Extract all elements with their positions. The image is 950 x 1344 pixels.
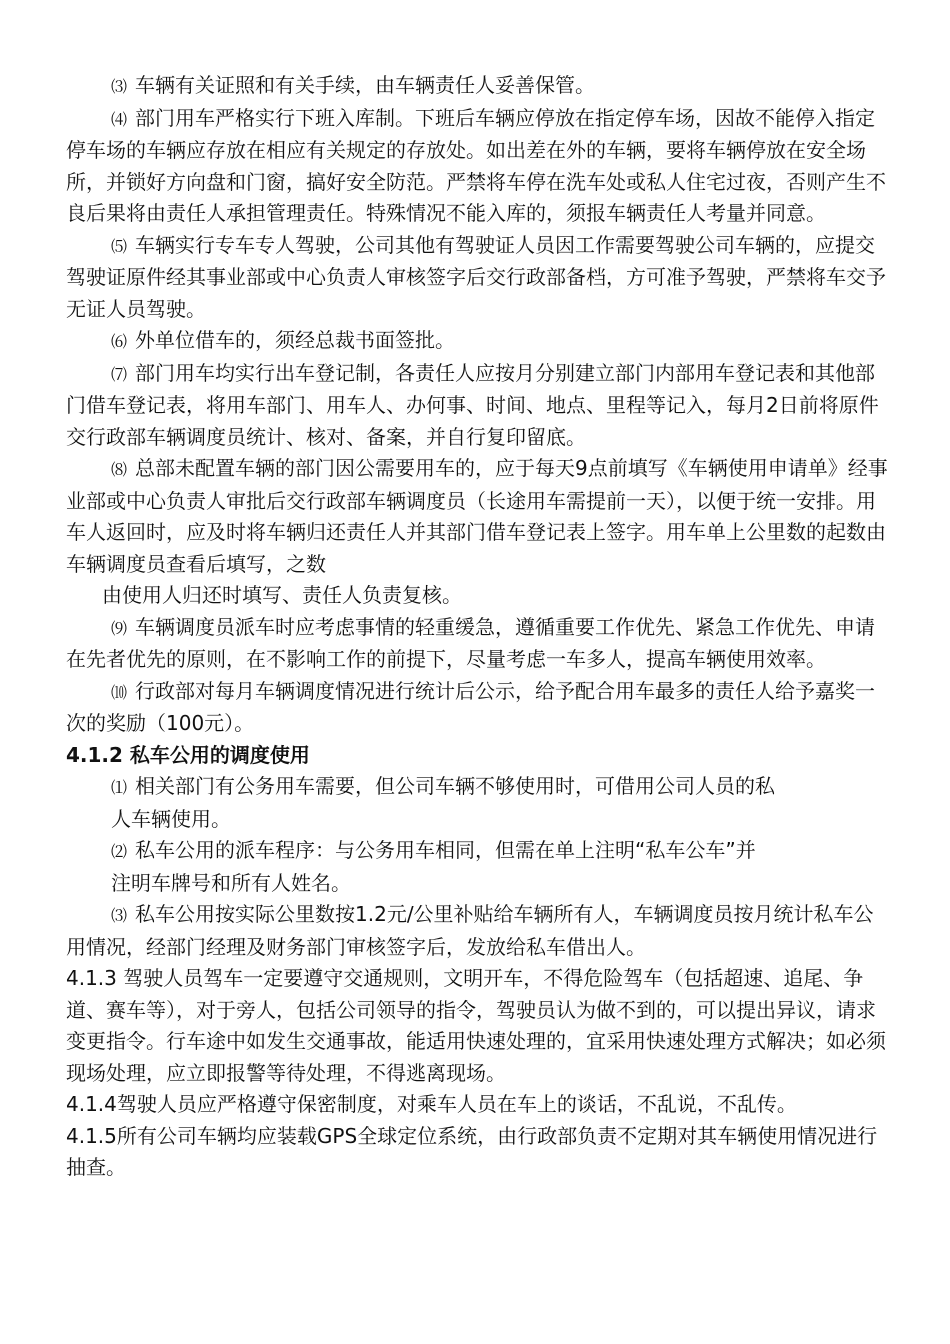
- item-number: ⑻: [111, 460, 128, 479]
- section-item-1: [66, 771, 890, 804]
- paragraph-text: 行政部对每月车辆调度情况进行统计后公示，给予配合用车最多的责任人给予嘉奖一次的奖励（100元）。: [66, 678, 876, 735]
- paragraph-item-10: [66, 676, 890, 740]
- section-4-1-4: 4.1.4驾驶人员应严格遵守保密制度，对乘车人员在车上的谈话，不乱说，不乱传。: [66, 1092, 797, 1116]
- paragraph-text: 车辆调度员派车时应考虑事情的轻重缓急，遵循重要工作优先、紧急工作优先、申请在先者优先的原则，在不影响工作的前提下，尽量考虑一车多人，提高车辆使用效率。: [66, 614, 876, 671]
- section-item-2: [66, 835, 890, 868]
- item-number: ⑷: [111, 109, 128, 129]
- item-number: ⑶: [111, 77, 128, 96]
- paragraph-text: 部门用车严格实行下班入库制。下班后车辆应停放在指定停车场，因故不能停入指定停车场的车辆应存放在相应有关规定的存放处。如出差在外的车辆，要将车辆停放在安全场所，并锁好方向盘和门窗，搞好安全防范。严禁将车停在洗车处或私人住宅过夜，否则产生不良后果将由责任人承担管理责任。特殊情况不能入库的，须报车辆责任人考量并同意。: [66, 105, 886, 225]
- item-number: ⑺: [111, 364, 128, 384]
- paragraph-text: 总部未配置车辆的部门因公需要用车的，应于每天9点前填写《车辆使用申请单》经事业部或中心负责人审批后交行政部车辆调度员（长途用车需提前一天），以便于统一安排。用车人返回时，应及时将车辆归还责任人并其部门借车登记表上签字。用车单上公里数的起数由车辆调度员查看后填写，之数: [66, 456, 888, 576]
- paragraph-item-7: [66, 358, 890, 454]
- paragraph-continuation: [66, 580, 890, 612]
- section-item-2-continuation: 注明车牌号和所有人姓名。: [111, 870, 351, 895]
- paragraph-item-9: [66, 612, 890, 676]
- paragraph-text: 车辆实行专车专人驾驶，公司其他有驾驶证人员因工作需要驾驶公司车辆的，应提交驾驶证原件经其事业部或中心负责人审核签字后交行政部备档，方可准予驾驶，严禁将车交予无证人员驾驶。: [66, 232, 886, 321]
- paragraph-text: 由使用人归还时填写、责任人负责复核。: [102, 583, 462, 607]
- paragraph-text: 部门用车均实行出车登记制，各责任人应按月分别建立部门内部用车登记表和其他部门借车登记表，将用车部门、用车人、办何事、时间、地点、里程等记入，每月2日前将原件交行政部车辆调度员统计、核对、备案，并自行复印留底。: [66, 360, 879, 449]
- paragraph-item-6: [66, 325, 890, 358]
- item-text: 私车公用的派车程序：与公务用车相同，但需在单上注明“私车公车”并: [135, 838, 756, 862]
- item-number: ⑴: [111, 778, 128, 797]
- item-number: ⑽: [111, 682, 128, 702]
- item-number: ⑹: [111, 332, 128, 351]
- paragraph-item-8: [66, 453, 890, 580]
- section-4-1-5: 4.1.5所有公司车辆均应装载GPS全球定位系统，由行政部负责不定期对其车辆使用情况进行抽查。: [66, 1123, 878, 1179]
- section-4-1-3: 4.1.3 驾驶人员驾车一定要遵守交通规则，文明开车，不得危险驾车（包括超速、追尾、争道、赛车等），对于旁人，包括公司领导的指令，驾驶员认为做不到的，可以提出异议，请求变更指令。行车途中如发生交通事故，能适用快速处理的，宜采用快速处理方式解决；如必须现场处理，应立即报警等待处理，不得逃离现场。: [66, 966, 886, 1085]
- section-heading-4-1-2: 4.1.2 私车公用的调度使用: [66, 742, 310, 767]
- paragraph-item-4: [66, 103, 890, 230]
- item-number: ⑵: [111, 842, 128, 861]
- paragraph-text: 车辆有关证照和有关手续，由车辆责任人妥善保管。: [135, 73, 596, 97]
- item-text: 私车公用按实际公里数按1.2元/公里补贴给车辆所有人，车辆调度员按月统计私车公用情况，经部门经理及财务部门审核签字后，发放给私车借出人。: [66, 902, 874, 959]
- item-text: 相关部门有公务用车需要，但公司车辆不够使用时，可借用公司人员的私: [135, 774, 776, 798]
- item-number: ⑸: [111, 236, 128, 256]
- paragraph-item-5: [66, 230, 890, 326]
- paragraph-text: 外单位借车的，须经总裁书面签批。: [135, 328, 456, 352]
- section-item-3: [66, 899, 890, 963]
- item-number: ⑼: [111, 618, 128, 638]
- section-item-1-continuation: 人车辆使用。: [111, 806, 231, 831]
- paragraph-item-3: [66, 70, 890, 103]
- item-number: ⑶: [111, 906, 128, 925]
